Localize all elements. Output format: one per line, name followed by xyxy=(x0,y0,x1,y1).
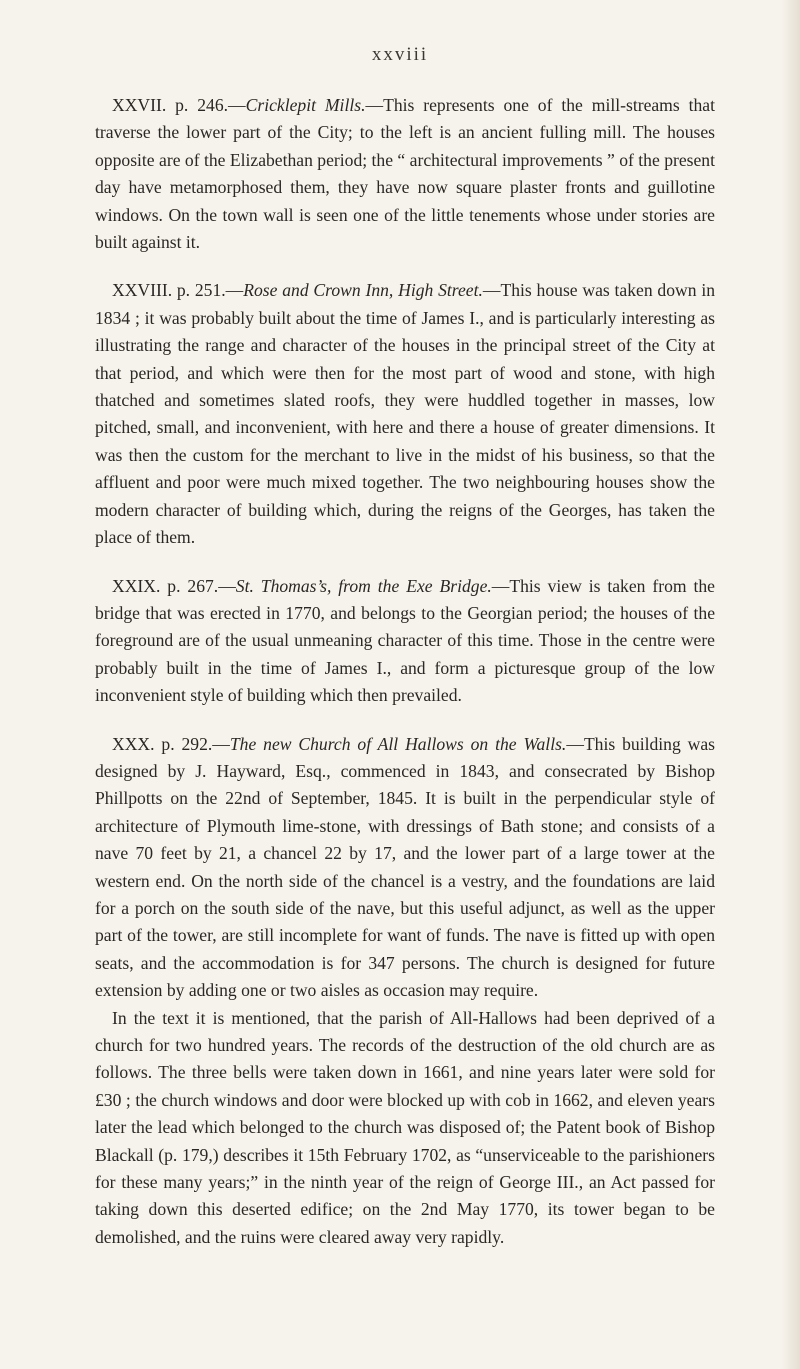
entry-ref: XXVIII. p. 251.— xyxy=(112,280,244,301)
entry-text: —This represents one of the mill-streams that traverse the lower part of the City; to the left is an ancient fulling mill. The houses opposite are of the Elizabethan period; the “ architectural improvements ” of the present day have metamorphosed them, they have now square plaster fronts and guillotine windows. On the town wall is seen one of the little tenements whose under stories are built against it. xyxy=(95,95,716,253)
entry-xxvii xyxy=(95,92,715,256)
entry-text: —This house was taken down in 1834 ; it was probably built about the time of James I., and is particularly interesting as illustrating the range and character of the houses in the principal street of the City at that period, and which were then for the most part of wood and stone, with high thatched and sometimes slated roofs, they were huddled together in masses, low pitched, small, and inconvenient, with here and there a house of greater dimensions. It was then the custom for the merchant to live in the midst of his business, so that the affluent and poor were much mixed together. The two neighbouring houses show the modern character of building which, during the reigns of the Georges, has taken the place of them. xyxy=(95,280,716,548)
entry-xxviii xyxy=(95,277,715,551)
entry-ref: XXX. p. 292.— xyxy=(112,733,230,754)
entry-title: Cricklepit Mills. xyxy=(245,95,366,115)
entry-title: The new Church of All Hallows on the Walls. xyxy=(229,733,567,754)
entry-ref: XXIX. p. 267.— xyxy=(112,575,236,596)
entry-title: St. Thomas’s, from the Exe Bridge. xyxy=(235,575,492,596)
entry-xxx xyxy=(95,731,715,1005)
page-edge-shadow xyxy=(782,0,800,1369)
entry-xxx-continuation: In the text it is mentioned, that the parish of All-Hallows had been deprived of a church for two hundred years. The records of the destruction of the old church are as follows. The three bells were taken down in 1661, and nine years later were sold for £30 ; the church windows and door were blocked up with cob in 1662, and eleven years later the lead which belonged to the church was disposed of; the Patent book of Bishop Blackall (p. 179,) describes it 15th February 1702, as “unserviceable to the parishioners for these many years;” in the ninth year of the reign of George III., an Act passed for taking down this deserted edifice; on the 2nd May 1770, its tower began to be demolished, and the ruins were cleared away very rapidly. xyxy=(95,1007,715,1247)
entry-title: Rose and Crown Inn, High Street. xyxy=(243,280,483,301)
page-content xyxy=(95,92,715,1272)
entry-xxix xyxy=(95,573,715,710)
entry-text: —This view is taken from the bridge that was erected in 1770, and belongs to the Georgian period; the houses of the foreground are of the usual unmeaning character of this time. Those in the centre were probably built in the time of James I., and form a picturesque group of the low inconvenient style of building which then prevailed. xyxy=(95,575,715,706)
entry-ref: XXVII. p. 246.— xyxy=(112,95,246,115)
entry-text: —This building was designed by J. Hayward, Esq., commenced in 1843, and consecrated by Bishop Phillpotts on the 22nd of September, 1845. It is built in the perpendicular style of architecture of Plymouth lime-stone, with dressings of Bath stone; and consists of a nave 70 feet by 21, a chancel 22 by 17, and the lower part of a large tower at the western end. On the north side of the chancel is a vestry, and the foundations are laid for a porch on the south side of the nave, but this useful adjunct, as well as the upper part of the tower, are still incomplete for want of funds. The nave is fitted up with open seats, and the accommodation is for 347 persons. The church is designed for future extension by adding one or two aisles as occasion may require. xyxy=(95,733,716,1001)
page-number: xxviii xyxy=(371,44,429,65)
